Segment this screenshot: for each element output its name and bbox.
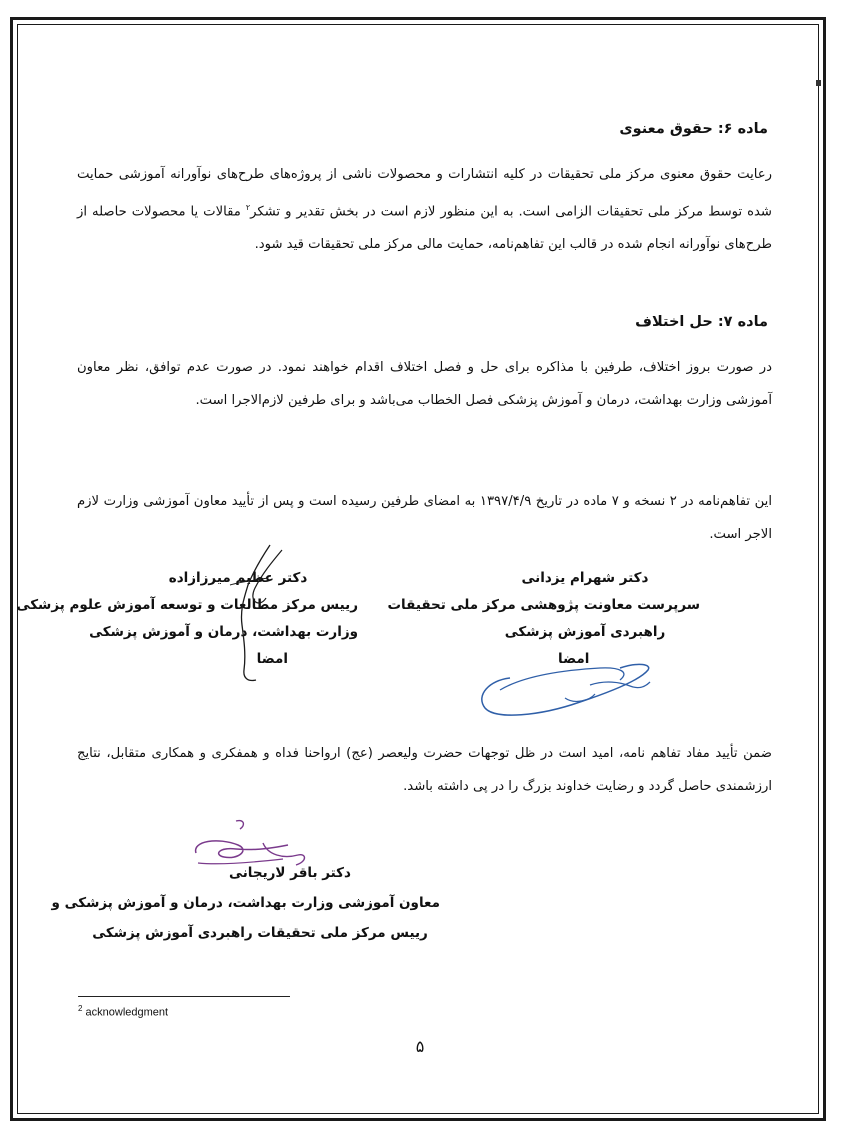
article6-text-part1: رعایت حقوق معنوی مرکز ملی تحقیقات در کلیه انتشارات و محصولات ناشی از پروژه‌های طرح‌های نوآورانه آموزشی حمایت شده توسط مرکز ملی تحقیقات الزامی است. به این منظور لازم است در بخش تقدیر و تشکر bbox=[77, 167, 772, 220]
article6-text-part2: مقالات یا محصولات حاصله از طرح‌های نوآورانه انجام شده در قالب این تفاهم‌نامه، حمایت مالی مرکز ملی تحقیقات قید شود. bbox=[77, 204, 772, 253]
footnote-marker: ۲ bbox=[245, 203, 251, 212]
signatory-right-name: دکتر شهرام یزدانی bbox=[521, 570, 649, 586]
signatory-left-name: دکتر عظیم میرزازاده bbox=[168, 570, 308, 586]
signatory-right-title1: سرپرست معاونت پژوهشی مرکز ملی تحقیقات bbox=[387, 597, 700, 613]
article6-heading: ماده ۶: حقوق معنوی bbox=[619, 121, 768, 137]
deputy-title2: رییس مرکز ملی تحقیقات راهبردی آموزش پزشکی bbox=[92, 925, 428, 941]
page-number: ۵ bbox=[415, 1037, 425, 1056]
signatory-right-title2: راهبردی آموزش پزشکی bbox=[504, 624, 666, 640]
deputy-block bbox=[51, 858, 440, 948]
signatory-left-sign-label: امضا bbox=[256, 651, 288, 667]
footnote bbox=[78, 1004, 168, 1019]
deputy-title1: معاون آموزشی وزارت بهداشت، درمان و آموزش پزشکی و bbox=[51, 895, 440, 911]
footnote-separator bbox=[78, 996, 290, 997]
signatory-left-block bbox=[16, 565, 358, 673]
footnote-number: 2 bbox=[78, 1004, 83, 1013]
signatory-right-sign-label: امضا bbox=[558, 651, 590, 667]
signatory-right-block bbox=[387, 565, 700, 673]
article6-body bbox=[77, 158, 772, 261]
article7-heading: ماده ۷: حل اختلاف bbox=[635, 314, 768, 330]
closing-paragraph: این تفاهم‌نامه در ۲ نسخه و ۷ ماده در تاریخ ۱۳۹۷/۴/۹ به امضای طرفین رسیده است و پس از تأیید معاون آموزشی وزارت لازم الاجر است. bbox=[77, 494, 772, 542]
signatory-left-title2: وزارت بهداشت، درمان و آموزش پزشکی bbox=[89, 624, 358, 640]
approval-paragraph: ضمن تأیید مفاد تفاهم نامه، امید است در ظل توجهات حضرت ولیعصر (عج) ارواحنا فداه و همفکری و همکاری متقابل، نتایج ارزشمندی حاصل گردد و رضایت خداوند بزرگ را در پی داشته باشد. bbox=[77, 746, 772, 794]
article7-body: در صورت بروز اختلاف، طرفین با مذاکره برای حل و فصل اختلاف اقدام خواهند نمود. در صورت عدم توافق، نظر معاون آموزشی وزارت بهداشت، درمان و آموزش پزشکی فصل الخطاب می‌باشد و برای طرفین لازم‌الاجرا است. bbox=[77, 360, 772, 408]
deputy-name: دکتر باقر لاریجانی bbox=[229, 865, 351, 881]
signatory-left-title1: رییس مرکز مطالعات و توسعه آموزش علوم پزشکی bbox=[16, 597, 358, 613]
footnote-text: acknowledgment bbox=[85, 1006, 169, 1019]
